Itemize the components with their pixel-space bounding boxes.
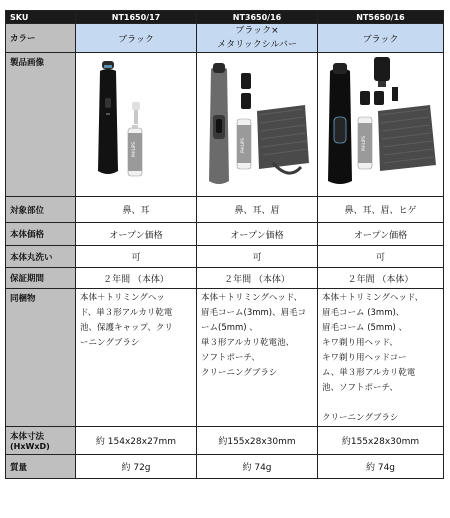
price-value-3: オープン価格 — [318, 223, 444, 246]
target-row — [6, 197, 444, 223]
wash-value-1: 可 — [76, 246, 197, 268]
model-nt3650: NT3650/16 — [197, 11, 318, 24]
size-value-1: 約 154x28x27mm — [76, 427, 197, 455]
price-value-1: オープン価格 — [76, 223, 197, 246]
target-value-1: 鼻、耳 — [76, 197, 197, 223]
trimmer-nt5650-illustration — [318, 53, 444, 196]
product-image-nt3650 — [197, 53, 318, 197]
target-label: 対象部位 — [6, 197, 76, 223]
size-label: 本体寸法 — [10, 432, 45, 442]
color-value-2: ブラック× メタリックシルバー — [197, 24, 318, 53]
accessories-label: 同梱物 — [6, 289, 76, 427]
target-value-3: 鼻、耳、眉、ヒゲ — [318, 197, 444, 223]
target-value-2: 鼻、耳、眉 — [197, 197, 318, 223]
battery-brand-2: PHILIPS — [240, 138, 245, 153]
battery-brand-1: PHILIPS — [131, 142, 136, 157]
wash-label: 本体丸洗い — [6, 246, 76, 268]
product-image-nt5650 — [318, 53, 444, 197]
price-label: 本体価格 — [6, 223, 76, 246]
spec-table — [5, 10, 444, 479]
size-label-sub: (HxWxD) — [10, 442, 50, 451]
color-row — [6, 24, 444, 53]
weight-value-2: 約 74g — [197, 455, 318, 479]
size-value-3: 約155x28x30mm — [318, 427, 444, 455]
accessories-value-3: 本体＋トリミングヘッド、 眉毛コーム (3mm)、 眉毛コーム (5mm) 、 キワ剃り用ヘッド、 キワ剃り用ヘッドコー ム、単３形アルカリ乾電 池、ソフトポーチ、 クリーニングブラシ — [318, 289, 444, 427]
wash-value-3: 可 — [318, 246, 444, 268]
weight-value-3: 約 74g — [318, 455, 444, 479]
weight-value-1: 約 72g — [76, 455, 197, 479]
color-value-1: ブラック — [76, 24, 197, 53]
trimmer-nt3650-illustration — [197, 53, 318, 196]
warranty-label: 保証期間 — [6, 268, 76, 289]
battery-brand-3: PHILIPS — [361, 136, 366, 151]
wash-value-2: 可 — [197, 246, 318, 268]
header-row — [6, 11, 444, 24]
image-label: 製品画像 — [6, 53, 76, 197]
model-nt5650: NT5650/16 — [318, 11, 444, 24]
accessories-value-1: 本体＋トリミングヘッ ド、単３形アルカリ乾電 池、保護キャップ、クリ ーニングブラシ — [76, 289, 197, 427]
size-label-cell — [6, 427, 76, 455]
price-value-2: オープン価格 — [197, 223, 318, 246]
trimmer-nt1650-illustration — [76, 53, 197, 196]
weight-label: 質量 — [6, 455, 76, 479]
accessories-value-2: 本体＋トリミングヘッド、 眉毛コーム(3mm)、眉毛コ ーム(5mm) 、 単３形アルカリ乾電池、 ソフトポーチ、 クリーニングブラシ — [197, 289, 318, 427]
size-row — [6, 427, 444, 455]
warranty-value-1: ２年間 （本体） — [76, 268, 197, 289]
product-image-nt1650 — [76, 53, 197, 197]
warranty-value-2: ２年間 （本体） — [197, 268, 318, 289]
wash-row — [6, 246, 444, 268]
weight-row — [6, 455, 444, 479]
model-nt1650: NT1650/17 — [76, 11, 197, 24]
image-row — [6, 53, 444, 197]
warranty-row — [6, 268, 444, 289]
sku-label: SKU — [6, 11, 76, 24]
color-label: カラー — [6, 24, 76, 53]
accessories-row — [6, 289, 444, 427]
size-value-2: 約155x28x30mm — [197, 427, 318, 455]
warranty-value-3: ２年間 （本体） — [318, 268, 444, 289]
color-value-3: ブラック — [318, 24, 444, 53]
price-row — [6, 223, 444, 246]
